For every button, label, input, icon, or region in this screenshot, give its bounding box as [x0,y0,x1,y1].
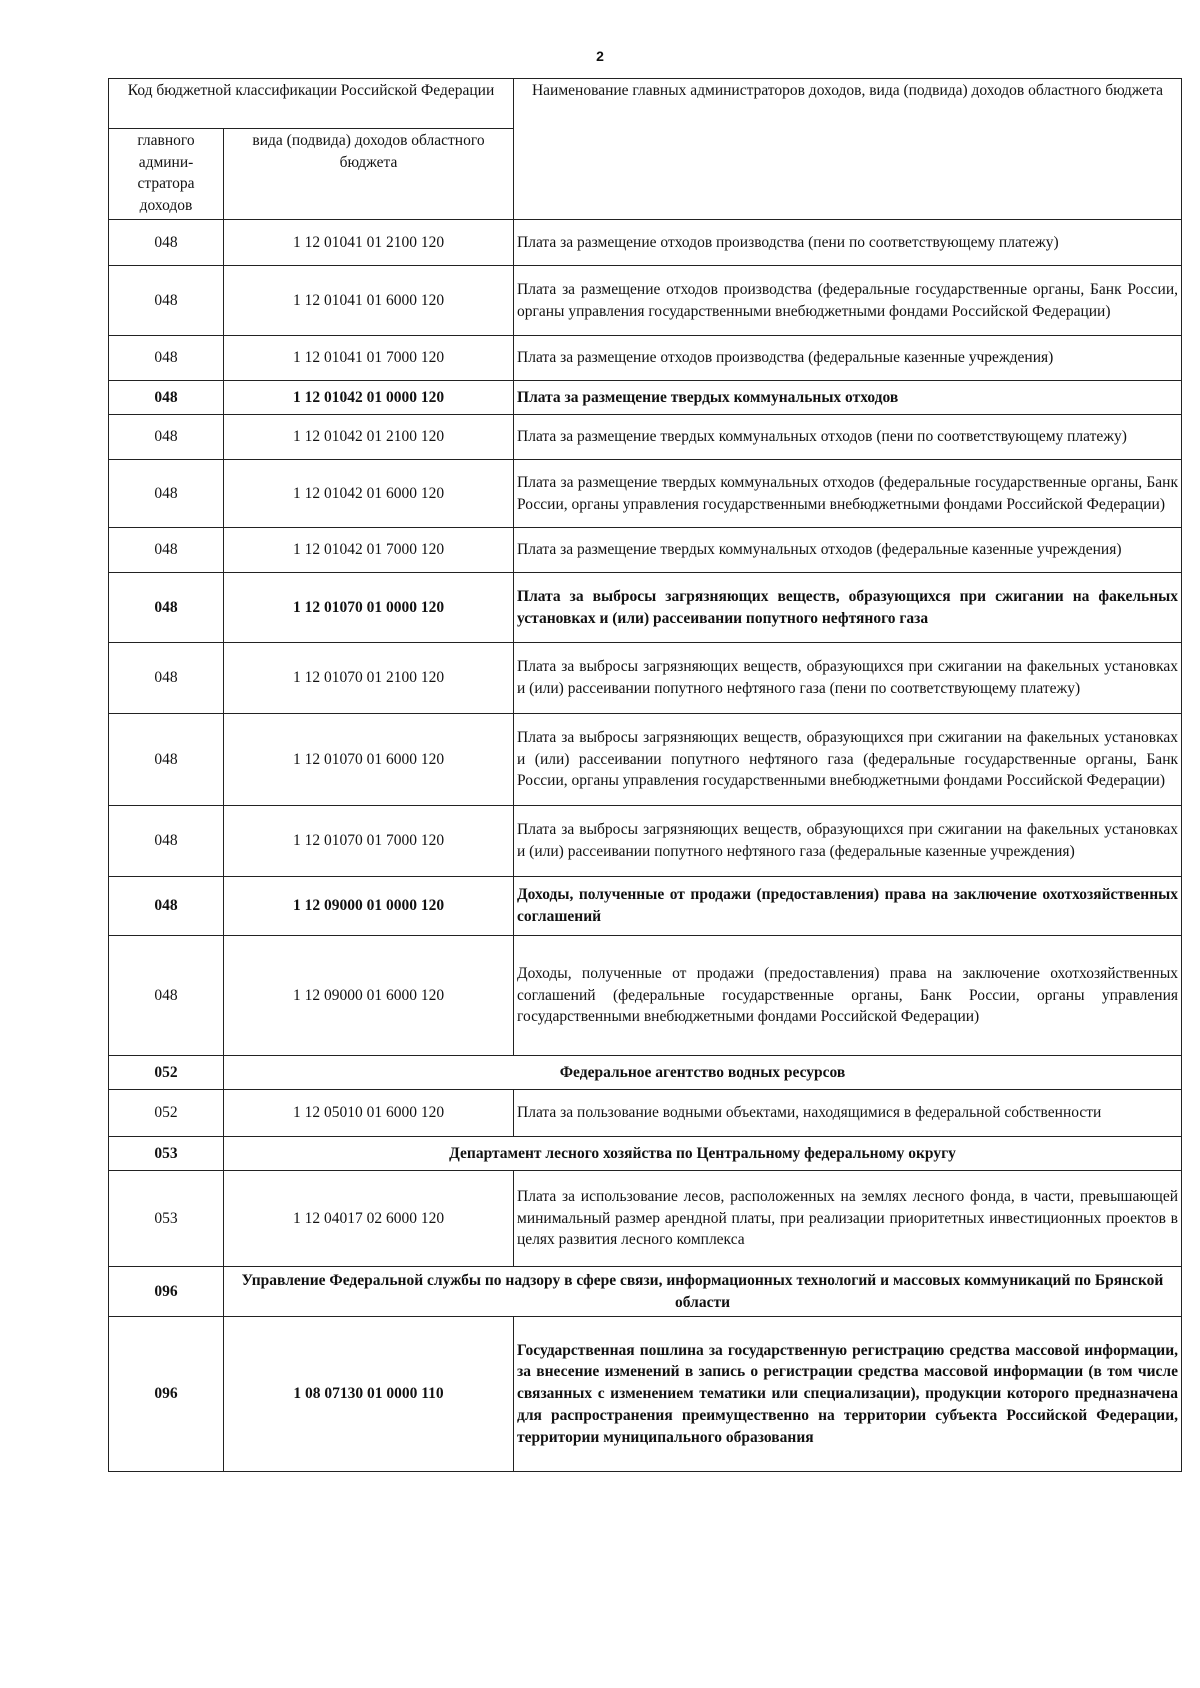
admin-code: 048 [109,643,224,714]
revenue-name: Плата за размещение отходов производства (федеральные казенные учреждения) [514,336,1182,381]
revenue-code: 1 12 09000 01 0000 120 [224,877,514,936]
header-code-group: Код бюджетной классификации Российской Федерации [109,79,514,129]
revenue-code: 1 12 01042 01 0000 120 [224,381,514,415]
revenue-code: 1 12 01070 01 7000 120 [224,806,514,877]
revenue-code: 1 12 01042 01 7000 120 [224,528,514,573]
admin-code: 048 [109,336,224,381]
revenue-name: Доходы, полученные от продажи (предоставления) права на заключение охотхозяйственных соглашений (федеральные государственные органы, Банк России, органы управления государственными внебюджетными фондами Российской Федерации) [514,936,1182,1056]
table-row [109,1317,1182,1472]
administrator-title: Департамент лесного хозяйства по Центральному федеральному округу [224,1137,1182,1171]
table-row [109,877,1182,936]
header-name-column: Наименование главных администраторов доходов, вида (подвида) доходов областного бюджета [514,79,1182,220]
revenue-name: Плата за пользование водными объектами, находящимися в федеральной собственности [514,1090,1182,1137]
revenue-name: Доходы, полученные от продажи (предоставления) права на заключение охотхозяйственных соглашений [514,877,1182,936]
revenue-code: 1 12 01070 01 6000 120 [224,714,514,806]
table-row [109,266,1182,336]
revenue-name: Государственная пошлина за государственную регистрацию средства массовой информации, за внесение изменений в запись о регистрации средства массовой информации (в том числе связанных с изменением тематики или специализации), продукции которого предназначена для распространения преимущественно на территории субъекта Российской Федерации, территории муниципального образования [514,1317,1182,1472]
section-row [109,1137,1182,1171]
admin-code: 096 [109,1267,224,1317]
revenue-code: 1 12 01041 01 6000 120 [224,266,514,336]
table-row [109,460,1182,528]
revenue-name: Плата за размещение твердых коммунальных отходов (федеральные казенные учреждения) [514,528,1182,573]
header-revenue-column: вида (подвида) доходов областного бюджета [224,129,514,220]
revenue-name: Плата за выбросы загрязняющих веществ, образующихся при сжигании на факельных установках и (или) рассеивании попутного нефтяного газа [514,573,1182,643]
revenue-name: Плата за размещение твердых коммунальных отходов (федеральные государственные органы, Банк России, органы управления государственными внебюджетными фондами Российской Федерации) [514,460,1182,528]
table-row [109,381,1182,415]
admin-code: 048 [109,573,224,643]
table-row [109,415,1182,460]
revenue-code: 1 12 01041 01 7000 120 [224,336,514,381]
admin-code: 048 [109,415,224,460]
table-row [109,1090,1182,1137]
administrator-title: Управление Федеральной службы по надзору в сфере связи, информационных технологий и массовых коммуникаций по Брянской области [224,1267,1182,1317]
revenue-code: 1 12 05010 01 6000 120 [224,1090,514,1137]
revenue-name: Плата за выбросы загрязняющих веществ, образующихся при сжигании на факельных установках и (или) рассеивании попутного нефтяного газа (федеральные казенные учреждения) [514,806,1182,877]
table-row [109,936,1182,1056]
revenue-code: 1 12 01070 01 2100 120 [224,643,514,714]
revenue-name: Плата за использование лесов, расположенных на землях лесного фонда, в части, превышающей минимальный размер арендной платы, при реализации приоритетных инвестиционных проектов в целях развития лесного комплекса [514,1171,1182,1267]
admin-code: 048 [109,381,224,415]
admin-code: 048 [109,528,224,573]
admin-code: 052 [109,1090,224,1137]
revenue-name: Плата за размещение отходов производства (пени по соответствующему платежу) [514,220,1182,266]
section-row [109,1267,1182,1317]
admin-code: 048 [109,714,224,806]
header-admin-column: главного админи-стратора доходов [109,129,224,220]
revenue-code: 1 08 07130 01 0000 110 [224,1317,514,1472]
revenue-code: 1 12 01070 01 0000 120 [224,573,514,643]
table-row [109,1171,1182,1267]
admin-code: 048 [109,266,224,336]
budget-classification-table [108,78,1182,1472]
table-row [109,806,1182,877]
admin-code: 048 [109,936,224,1056]
revenue-code: 1 12 04017 02 6000 120 [224,1171,514,1267]
administrator-title: Федеральное агентство водных ресурсов [224,1056,1182,1090]
admin-code: 052 [109,1056,224,1090]
table-row [109,573,1182,643]
revenue-name: Плата за выбросы загрязняющих веществ, образующихся при сжигании на факельных установках и (или) рассеивании попутного нефтяного газа (федеральные государственные органы, Банк России, органы управления государственными внебюджетными фондами Российской Федерации) [514,714,1182,806]
section-row [109,1056,1182,1090]
revenue-code: 1 12 01042 01 2100 120 [224,415,514,460]
admin-code: 048 [109,460,224,528]
table-row [109,220,1182,266]
revenue-name: Плата за размещение отходов производства (федеральные государственные органы, Банк России, органы управления государственными внебюджетными фондами Российской Федерации) [514,266,1182,336]
admin-code: 096 [109,1317,224,1472]
revenue-code: 1 12 09000 01 6000 120 [224,936,514,1056]
revenue-name: Плата за выбросы загрязняющих веществ, образующихся при сжигании на факельных установках и (или) рассеивании попутного нефтяного газа (пени по соответствующему платежу) [514,643,1182,714]
table-row [109,714,1182,806]
admin-code: 053 [109,1137,224,1171]
admin-code: 048 [109,220,224,266]
revenue-code: 1 12 01041 01 2100 120 [224,220,514,266]
page-number: 2 [596,48,604,64]
revenue-name: Плата за размещение твердых коммунальных отходов (пени по соответствующему платежу) [514,415,1182,460]
admin-code: 048 [109,806,224,877]
table-row [109,643,1182,714]
revenue-code: 1 12 01042 01 6000 120 [224,460,514,528]
admin-code: 053 [109,1171,224,1267]
table-row [109,336,1182,381]
table-row [109,528,1182,573]
admin-code: 048 [109,877,224,936]
revenue-name: Плата за размещение твердых коммунальных отходов [514,381,1182,415]
